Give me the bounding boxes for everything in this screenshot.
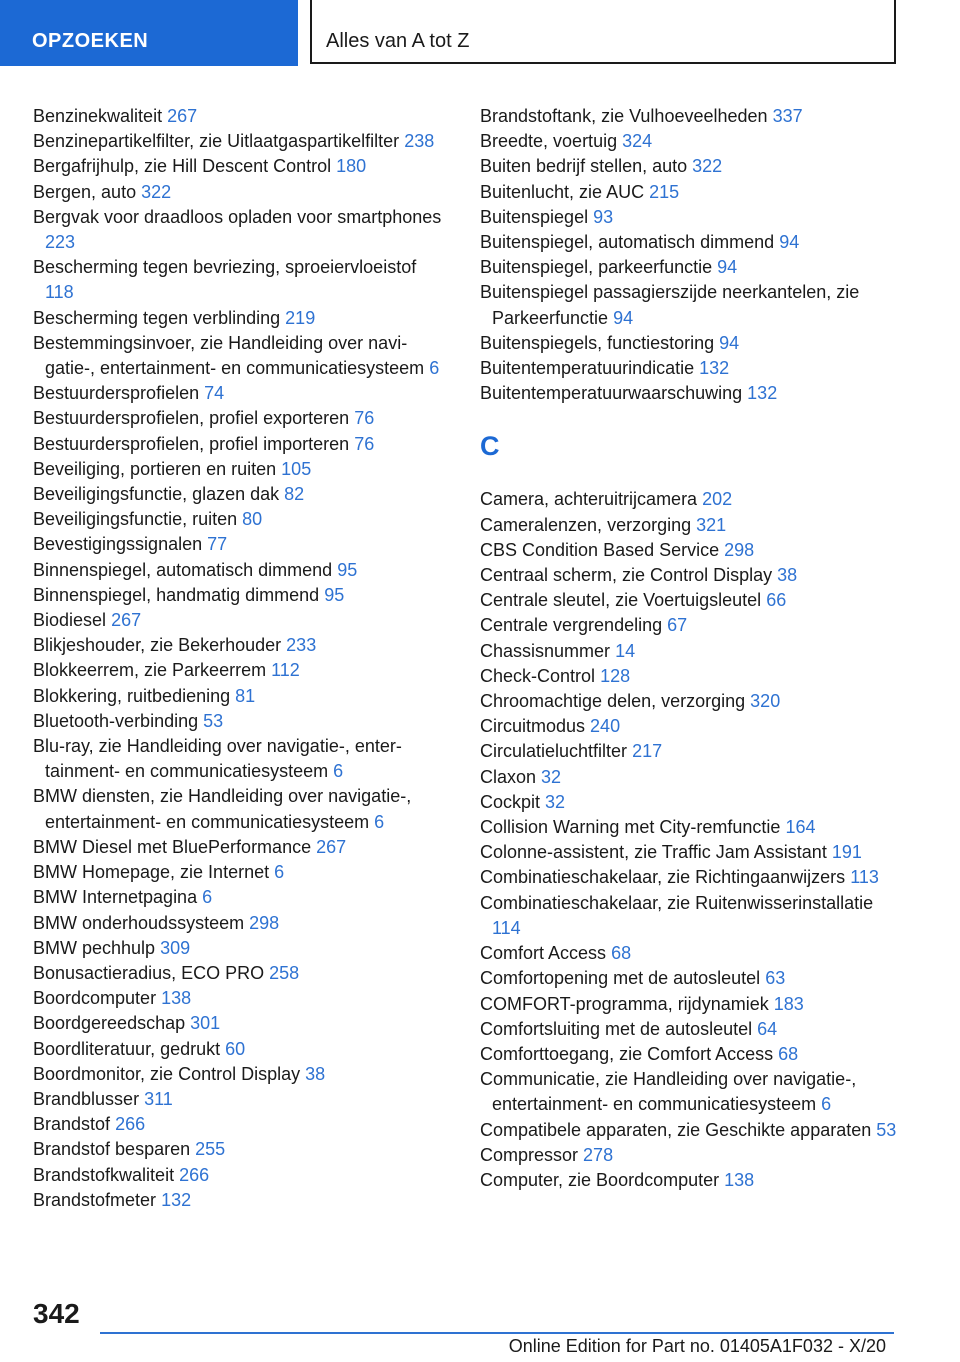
entry-term: Bescherming tegen bevriezing, sproeiervloeistof [33, 257, 417, 278]
edition-note: Online Edition for Part no. 01405A1F032 - X/20 [508, 1336, 886, 1356]
entry-term: Bestuurdersprofielen, profiel importeren [33, 433, 350, 454]
index-entry [33, 709, 443, 734]
page-reference-link[interactable]: 81 [235, 685, 256, 706]
index-entry [480, 331, 900, 356]
index-entry [33, 734, 443, 784]
index-entry [33, 784, 443, 834]
index-entry [480, 1118, 900, 1143]
page-reference-link[interactable]: 6 [333, 761, 344, 782]
page-reference-link[interactable]: 6 [274, 862, 285, 883]
index-entry [480, 891, 900, 941]
index-entry [480, 865, 900, 890]
entry-term: Combinatieschakelaar, zie Richtingaanwijzers [480, 867, 846, 888]
page-reference-link[interactable]: 267 [167, 106, 198, 126]
entry-term: Circulatieluchtfilter [480, 741, 628, 762]
entry-term: Bescherming tegen verblinding [33, 307, 281, 328]
page-reference-link[interactable]: 311 [144, 1088, 173, 1109]
entry-term: Buitenspiegel [480, 206, 589, 227]
page-reference-link[interactable]: 180 [336, 156, 367, 177]
index-entry [480, 840, 900, 865]
entry-term: Beveiligingsfunctie, ruiten [33, 509, 238, 530]
entry-term: Camera, achteruitrijcamera [480, 489, 698, 510]
page-reference-link[interactable]: 132 [747, 383, 778, 404]
page-reference-link[interactable]: 298 [724, 539, 755, 560]
entry-term: Circuitmodus [480, 716, 586, 737]
entry-term: Buitenspiegel, parkeerfunctie [480, 257, 713, 278]
index-entry [33, 860, 443, 885]
entry-term: Centrale vergrendeling [480, 615, 663, 636]
page-reference-link[interactable]: 164 [785, 817, 816, 838]
page-reference-link[interactable]: 74 [204, 383, 225, 404]
page-reference-link[interactable]: 132 [161, 1189, 192, 1210]
page-reference-link[interactable]: 233 [286, 635, 317, 656]
entry-term: Buitenlucht, zie AUC [480, 181, 645, 202]
entry-term: BMW Homepage, zie Internet [33, 862, 270, 883]
index-entry [33, 205, 443, 255]
page-reference-link[interactable]: 93 [593, 206, 614, 227]
entry-term: Blokkeerrem, zie Parkeerrem [33, 660, 267, 681]
page-reference-link[interactable]: 38 [777, 565, 798, 586]
index-entry [33, 1188, 443, 1213]
entry-term: Bonusactieradius, ECO PRO [33, 962, 265, 983]
entry-term: Brandstofkwaliteit [33, 1164, 175, 1185]
entry-term: Claxon [480, 766, 537, 787]
index-column-right [480, 104, 900, 1193]
entry-term: Brandstof besparen [33, 1139, 191, 1160]
entry-term: Bevestigingssignalen [33, 534, 203, 555]
index-entry [480, 689, 900, 714]
index-entry [480, 992, 900, 1017]
page-reference-link[interactable]: 191 [831, 842, 862, 863]
entry-term: Buitenspiegel, automatisch dimmend [480, 232, 775, 253]
chapter-title: Alles van A tot Z [310, 0, 896, 64]
page-reference-link[interactable]: 267 [111, 610, 142, 631]
entry-term: Collision Warning met City-remfunctie [480, 817, 781, 838]
page-reference-link[interactable]: 266 [179, 1164, 210, 1185]
entry-term: Bestuurdersprofielen [33, 383, 200, 404]
page-reference-link[interactable]: 238 [404, 131, 435, 152]
entry-term: Bergafrijhulp, zie Hill Descent Control [33, 156, 332, 177]
index-entry [33, 936, 443, 961]
entry-term: Check-Control [480, 665, 596, 686]
page-reference-link[interactable]: 95 [324, 584, 345, 605]
index-entry [480, 664, 900, 689]
index-entry [33, 633, 443, 658]
entry-term: Benzinekwaliteit [33, 106, 163, 126]
page-reference-link[interactable]: 258 [269, 962, 300, 983]
index-group-c [480, 487, 900, 1193]
page-reference-link[interactable]: 278 [583, 1144, 614, 1165]
entry-term: Buitentemperatuurindicatie [480, 358, 695, 379]
index-entry [33, 432, 443, 457]
page-reference-link[interactable]: 6 [821, 1094, 832, 1115]
index-entry [33, 986, 443, 1011]
entry-term: Cameralenzen, verzorging [480, 514, 692, 535]
entry-term: Bergen, auto [33, 181, 137, 202]
entry-term: Brandstoftank, zie Vulhoeveelheden [480, 106, 768, 126]
index-entry [480, 104, 900, 129]
index-entry [480, 487, 900, 512]
index-entry [480, 381, 900, 406]
index-entry [33, 507, 443, 532]
entry-term: Comfort Access [480, 943, 607, 964]
index-entry [480, 563, 900, 588]
index-entry [480, 966, 900, 991]
index-entry [480, 255, 900, 280]
index-entry [480, 230, 900, 255]
index-entry [33, 482, 443, 507]
entry-term: Blu-ray, zie Handleiding over navigatie-, entertainment- en communicatiesysteem [33, 736, 402, 782]
page-reference-link[interactable]: 32 [545, 791, 566, 812]
entry-term: Beveiligingsfunctie, glazen dak [33, 484, 280, 505]
page-reference-link[interactable]: 95 [337, 559, 358, 580]
page-reference-link[interactable]: 202 [702, 489, 733, 510]
entry-term: Colonne-assistent, zie Traffic Jam Assistant [480, 842, 827, 863]
index-entry [480, 639, 900, 664]
entry-term: Brandstof [33, 1114, 111, 1135]
page-reference-link[interactable]: 322 [141, 181, 172, 202]
entry-term: Comforttoegang, zie Comfort Access [480, 1043, 774, 1064]
index-entry [33, 532, 443, 557]
page-reference-link[interactable]: 118 [45, 282, 74, 303]
entry-term: Centrale sleutel, zie Voertuigsleutel [480, 590, 762, 611]
entry-term: CBS Condition Based Service [480, 539, 720, 560]
index-entry [33, 911, 443, 936]
page-reference-link[interactable]: 321 [696, 514, 727, 535]
page-reference-link[interactable]: 298 [249, 912, 280, 933]
page-reference-link[interactable]: 215 [649, 181, 680, 202]
entry-term: Boordmonitor, zie Control Display [33, 1063, 301, 1084]
entry-term: Communicatie, zie Handleiding over navigatie-, entertainment- en communicatiesysteem [480, 1069, 857, 1115]
page-reference-link[interactable]: 6 [374, 811, 385, 832]
page-reference-link[interactable]: 94 [719, 332, 740, 353]
page-reference-link[interactable]: 68 [778, 1043, 799, 1064]
page-reference-link[interactable]: 128 [600, 665, 631, 686]
entry-term: Buiten bedrijf stellen, auto [480, 156, 688, 177]
index-entry [33, 885, 443, 910]
entry-term: Chroomachtige delen, verzorging [480, 691, 746, 712]
index-entry [480, 739, 900, 764]
index-column-left [33, 104, 443, 1213]
entry-term: Compatibele apparaten, zie Geschikte apparaten [480, 1119, 872, 1140]
index-group-b-continued [480, 104, 900, 406]
index-entry [480, 1143, 900, 1168]
entry-term: BMW Internetpagina [33, 887, 198, 908]
page-reference-link[interactable]: 94 [717, 257, 738, 278]
page-reference-link[interactable]: 217 [632, 741, 663, 762]
index-entry [33, 1112, 443, 1137]
page-reference-link[interactable]: 309 [160, 937, 191, 958]
page-reference-link[interactable]: 82 [284, 484, 305, 505]
index-entry [33, 961, 443, 986]
index-entry [33, 1163, 443, 1188]
index-entry [480, 1067, 900, 1117]
page-reference-link[interactable]: 77 [207, 534, 228, 555]
page-reference-link[interactable]: 94 [779, 232, 800, 253]
entry-term: Binnenspiegel, handmatig dimmend [33, 584, 320, 605]
page-reference-link[interactable]: 6 [429, 358, 440, 379]
page-reference-link[interactable]: 132 [699, 358, 730, 379]
page-reference-link[interactable]: 53 [203, 710, 224, 731]
entry-term: Buitentemperatuurwaarschuwing [480, 383, 743, 404]
entry-term: Blikjeshouder, zie Bekerhouder [33, 635, 282, 656]
entry-term: Brandstofmeter [33, 1189, 157, 1210]
index-entry [480, 588, 900, 613]
index-entry [480, 790, 900, 815]
index-entry [33, 129, 443, 154]
index-entry [480, 815, 900, 840]
page-reference-link[interactable]: 322 [692, 156, 723, 177]
index-entry [33, 835, 443, 860]
index-entry [33, 104, 443, 129]
page-reference-link[interactable]: 112 [271, 660, 300, 681]
page-reference-link[interactable]: 138 [724, 1169, 755, 1190]
index-entry [480, 1168, 900, 1193]
index-entry [480, 714, 900, 739]
index-entry [33, 1087, 443, 1112]
page-reference-link[interactable]: 267 [316, 836, 347, 857]
index-entry [33, 255, 443, 305]
page-reference-link[interactable]: 266 [115, 1114, 146, 1135]
index-entry [480, 941, 900, 966]
index-entry [480, 1042, 900, 1067]
entry-term: Compressor [480, 1144, 579, 1165]
entry-term: Benzinepartikelfilter, zie Uitlaatgaspartikelfilter [33, 131, 400, 152]
page-reference-link[interactable]: 6 [202, 887, 213, 908]
section-tab[interactable]: OPZOEKEN [0, 0, 298, 66]
index-entry [33, 331, 443, 381]
page-reference-link[interactable]: 240 [590, 716, 621, 737]
page-reference-link[interactable]: 223 [45, 232, 76, 253]
page-reference-link[interactable]: 183 [773, 993, 804, 1014]
entry-term: Chassisnummer [480, 640, 611, 661]
page-reference-link[interactable]: 76 [354, 433, 375, 454]
page-number: 342 [33, 1298, 80, 1329]
page-reference-link[interactable]: 80 [242, 509, 263, 530]
page-reference-link[interactable]: 113 [850, 867, 879, 888]
entry-term: Computer, zie Boordcomputer [480, 1169, 720, 1190]
index-entry [33, 1037, 443, 1062]
entry-term: Buitenspiegels, functiestoring [480, 332, 715, 353]
index-entry [480, 205, 900, 230]
page-reference-link[interactable]: 32 [541, 766, 562, 787]
entry-term: Bergvak voor draadloos opladen voor smartphones [33, 206, 442, 227]
section-letter-heading: C [480, 431, 500, 462]
page-footer [0, 1290, 960, 1362]
page-reference-link[interactable]: 76 [354, 408, 375, 429]
index-entry [480, 180, 900, 205]
index-entry [480, 356, 900, 381]
index-entry [480, 129, 900, 154]
page-reference-link[interactable]: 53 [876, 1119, 897, 1140]
page-reference-link[interactable]: 38 [305, 1063, 326, 1084]
entry-term: Combinatieschakelaar, zie Ruitenwisserinstallatie [480, 892, 874, 913]
entry-term: Boordgereedschap [33, 1013, 186, 1034]
entry-term: Breedte, voertuig [480, 131, 618, 152]
entry-term: Bestuurdersprofielen, profiel exporteren [33, 408, 350, 429]
page-header [0, 0, 960, 66]
entry-term: Boordliteratuur, gedrukt [33, 1038, 221, 1059]
index-entry [33, 558, 443, 583]
entry-term: Bluetooth-verbinding [33, 710, 199, 731]
page-reference-link[interactable]: 255 [195, 1139, 226, 1160]
entry-term: BMW diensten, zie Handleiding over navigatie-, entertainment- en communicatiesysteem [33, 786, 412, 832]
page-reference-link[interactable]: 63 [765, 968, 786, 989]
page-reference-link[interactable]: 14 [615, 640, 636, 661]
entry-term: BMW Diesel met BluePerformance [33, 836, 312, 857]
page-reference-link[interactable]: 138 [161, 988, 192, 1009]
entry-term: Centraal scherm, zie Control Display [480, 565, 773, 586]
page-reference-link[interactable]: 60 [225, 1038, 246, 1059]
page-reference-link[interactable]: 105 [281, 458, 312, 479]
index-entry [33, 180, 443, 205]
entry-term: Brandblusser [33, 1088, 140, 1109]
index-entry [480, 1017, 900, 1042]
entry-term: Comfortopening met de autosleutel [480, 968, 761, 989]
entry-term: Binnenspiegel, automatisch dimmend [33, 559, 333, 580]
page-reference-link[interactable]: 94 [613, 307, 634, 328]
index-entry [33, 684, 443, 709]
index-entry [33, 1011, 443, 1036]
index-entry [33, 583, 443, 608]
index-entry [33, 457, 443, 482]
page-reference-link[interactable]: 64 [757, 1018, 778, 1039]
entry-term: Bestemmingsinvoer, zie Handleiding over navigatie-, entertainment- en communicatiesysteem [33, 332, 425, 379]
index-entry [480, 538, 900, 563]
index-entry [33, 154, 443, 179]
entry-term: BMW onderhoudssysteem [33, 912, 245, 933]
page-reference-link[interactable]: 66 [766, 590, 787, 611]
entry-term: BMW pechhulp [33, 937, 156, 958]
page-reference-link[interactable]: 67 [667, 615, 688, 636]
index-entry [480, 613, 900, 638]
index-entry [33, 406, 443, 431]
index-entry [33, 306, 443, 331]
page-reference-link[interactable]: 320 [750, 691, 781, 712]
index-entry [480, 154, 900, 179]
entry-term: Blokkering, ruitbediening [33, 685, 231, 706]
index-entry [33, 1137, 443, 1162]
entry-term: Comfortsluiting met de autosleutel [480, 1018, 753, 1039]
index-entry [480, 765, 900, 790]
entry-term: Boordcomputer [33, 988, 157, 1009]
entry-term: Biodiesel [33, 610, 107, 631]
index-entry [33, 381, 443, 406]
entry-term: Buitenspiegel passagierszijde neerkantelen, zie Parkeerfunctie [480, 282, 860, 328]
index-entry [480, 280, 900, 330]
entry-term: Beveiliging, portieren en ruiten [33, 458, 277, 479]
page-reference-link[interactable]: 324 [622, 131, 653, 152]
entry-term: COMFORT-programma, rijdynamiek [480, 993, 769, 1014]
page-reference-link[interactable]: 337 [772, 106, 803, 126]
entry-term: Cockpit [480, 791, 541, 812]
index-entry [33, 1062, 443, 1087]
page-reference-link[interactable]: 68 [611, 943, 632, 964]
index-entry [33, 608, 443, 633]
page-reference-link[interactable]: 219 [285, 307, 316, 328]
index-entry [480, 513, 900, 538]
page-reference-link[interactable]: 301 [190, 1013, 221, 1034]
index-entry [33, 658, 443, 683]
footer-rule [100, 1332, 894, 1334]
page-reference-link[interactable]: 114 [492, 917, 521, 938]
